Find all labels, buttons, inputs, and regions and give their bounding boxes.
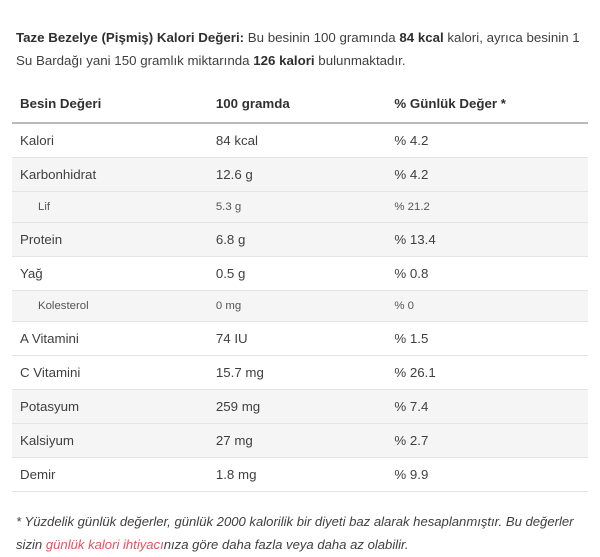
column-header-per-100g: 100 gramda [208,87,387,123]
table-row [12,390,588,424]
cell-per-100g: 12.6 g [208,158,387,192]
footnote-text-2: nıza göre daha fazla veya daha az olabilir. [163,537,409,553]
cell-per-100g: 0.5 g [208,257,387,291]
daily-value-footnote [12,510,588,557]
cell-daily-value: % 2.7 [386,424,588,458]
table-row [12,223,588,257]
cell-per-100g: 27 mg [208,424,387,458]
cell-per-100g: 0 mg [208,291,387,322]
table-row [12,123,588,158]
column-header-daily-value: % Günlük Değer * [386,87,588,123]
cell-per-100g: 1.8 mg [208,458,387,492]
intro-kcal-value: 84 kcal [399,30,444,46]
table-row [12,158,588,192]
table-row [12,424,588,458]
cell-nutrient-name: Kalori [12,123,208,158]
cell-daily-value: % 1.5 [386,322,588,356]
table-header [12,87,588,123]
table-row [12,356,588,390]
cell-nutrient-name: Protein [12,223,208,257]
table-body [12,123,588,492]
table-header-row [12,87,588,123]
cell-nutrient-name: C Vitamini [12,356,208,390]
cell-daily-value: % 7.4 [386,390,588,424]
table-row [12,192,588,223]
cell-nutrient-name: Kalsiyum [12,424,208,458]
cell-per-100g: 15.7 mg [208,356,387,390]
cell-nutrient-name: A Vitamini [12,322,208,356]
column-header-nutrient: Besin Değeri [12,87,208,123]
cell-daily-value: % 0 [386,291,588,322]
intro-text-3: bulunmaktadır. [314,53,406,69]
cell-per-100g: 259 mg [208,390,387,424]
cell-per-100g: 74 IU [208,322,387,356]
cell-daily-value: % 26.1 [386,356,588,390]
cell-per-100g: 6.8 g [208,223,387,257]
intro-text-1: Bu besinin 100 gramında [244,30,400,46]
daily-calorie-need-link[interactable]: günlük kalori ihtiyacı [45,537,164,553]
intro-calorie-value: 126 kalori [253,53,315,69]
cell-nutrient-name: Yağ [12,257,208,291]
cell-daily-value: % 4.2 [386,123,588,158]
cell-nutrient-name: Kolesterol [12,291,208,322]
cell-nutrient-name: Lif [12,192,208,223]
cell-nutrient-name: Demir [12,458,208,492]
cell-nutrient-name: Karbonhidrat [12,158,208,192]
cell-daily-value: % 9.9 [386,458,588,492]
footnote-text-1: * Yüzdelik günlük değerler, günlük 2000 kalorilik bir diyeti baz alarak hesaplanmıştır. Bu değerler sizin [16,514,574,553]
cell-per-100g: 5.3 g [208,192,387,223]
intro-text-2: kalori, ayrıca besinin 1 Su Bardağı yani 150 gramlık miktarında [16,30,580,69]
cell-nutrient-name: Potasyum [12,390,208,424]
table-row [12,257,588,291]
table-row [12,322,588,356]
cell-daily-value: % 4.2 [386,158,588,192]
cell-per-100g: 84 kcal [208,123,387,158]
intro-paragraph [12,27,588,73]
table-row [12,458,588,492]
intro-title: Taze Bezelye (Pişmiş) Kalori Değeri: [16,30,245,46]
nutrition-table [12,87,588,492]
table-row [12,291,588,322]
cell-daily-value: % 0.8 [386,257,588,291]
cell-daily-value: % 13.4 [386,223,588,257]
cell-daily-value: % 21.2 [386,192,588,223]
